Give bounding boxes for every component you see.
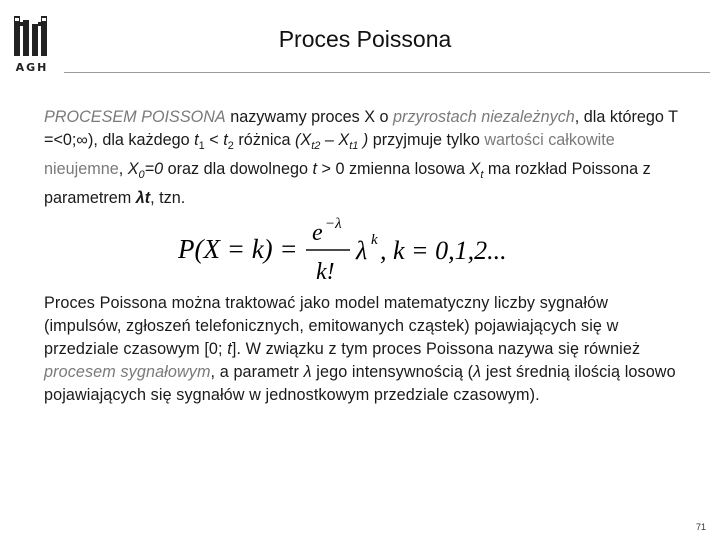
var-x0: X bbox=[127, 160, 139, 179]
text: , tzn. bbox=[150, 189, 186, 208]
sub: 1 bbox=[198, 140, 205, 153]
text: < bbox=[204, 131, 224, 149]
interpretation-paragraph bbox=[44, 292, 684, 407]
var-t: t bbox=[312, 160, 317, 179]
text: przyjmuje tylko bbox=[368, 131, 485, 149]
formula-lhs: P(X = k) = bbox=[178, 234, 298, 264]
term-procesem-poissona: PROCESEM POISSONA bbox=[44, 108, 226, 126]
formula-exponent: −λ bbox=[325, 216, 342, 232]
sub: 0 bbox=[138, 169, 145, 182]
text: różnica bbox=[233, 131, 296, 149]
sub: t1 bbox=[349, 140, 359, 153]
text: Proces Poissona można traktować jako model matematyczny liczby sygnałów (impulsów, zgłoszeń telefonicznych, emitowanych cząstek) pojawiających się w przedziale czasowym [0; bbox=[44, 294, 619, 358]
diff: – X bbox=[320, 131, 350, 149]
var-lambda: λ bbox=[303, 363, 312, 381]
var-lambda-t: λt bbox=[135, 189, 151, 208]
sub: t bbox=[480, 169, 484, 182]
diff: ) bbox=[358, 131, 369, 149]
var-xt: X bbox=[469, 160, 481, 179]
text: =0 bbox=[144, 160, 164, 179]
sub: t2 bbox=[311, 140, 321, 153]
poisson-formula bbox=[178, 216, 528, 286]
text: , dla którego T =<0;∞), dla każdego bbox=[44, 108, 678, 149]
text: oraz dla dowolnego bbox=[163, 160, 313, 179]
term-przyrosty: przyrostach niezależnych bbox=[393, 108, 575, 126]
title-divider bbox=[64, 72, 710, 73]
var-t1: t bbox=[194, 131, 199, 149]
formula-power: k bbox=[371, 232, 378, 248]
text: nazywamy proces X o bbox=[225, 108, 394, 126]
formula-rest: , k = 0,1,2... bbox=[380, 236, 507, 265]
text: , bbox=[118, 160, 128, 179]
text: jego intensywnością ( bbox=[311, 363, 474, 381]
term-procesem-sygnalowym: procesem sygnałowym bbox=[44, 363, 211, 381]
var-lambda: λ bbox=[473, 363, 482, 381]
formula-denominator: k! bbox=[316, 259, 335, 285]
logo-text: AGH bbox=[15, 61, 49, 74]
diff: (X bbox=[295, 131, 312, 149]
text: jest średnią ilością losowo pojawiających się sygnałów w jednostkowym przedziale czasowym). bbox=[44, 363, 676, 404]
sub: 2 bbox=[227, 140, 234, 153]
text: > 0 zmienna losowa bbox=[317, 160, 470, 179]
term-wartosci: wartości całkowite nieujemne bbox=[44, 131, 615, 179]
text: , a parametr bbox=[210, 363, 304, 381]
var-t2: t bbox=[223, 131, 228, 149]
text: ]. W związku z tym proces Poissona nazywa się również bbox=[231, 340, 641, 358]
page-number: 71 bbox=[695, 522, 706, 532]
slide-title: Proces Poissona bbox=[278, 26, 452, 52]
formula-lambda: λ bbox=[356, 236, 368, 265]
text: ma rozkład Poissona z parametrem bbox=[44, 160, 651, 208]
var-t: t bbox=[227, 340, 232, 358]
formula-numerator: e bbox=[312, 220, 323, 246]
definition-paragraph bbox=[44, 106, 684, 210]
